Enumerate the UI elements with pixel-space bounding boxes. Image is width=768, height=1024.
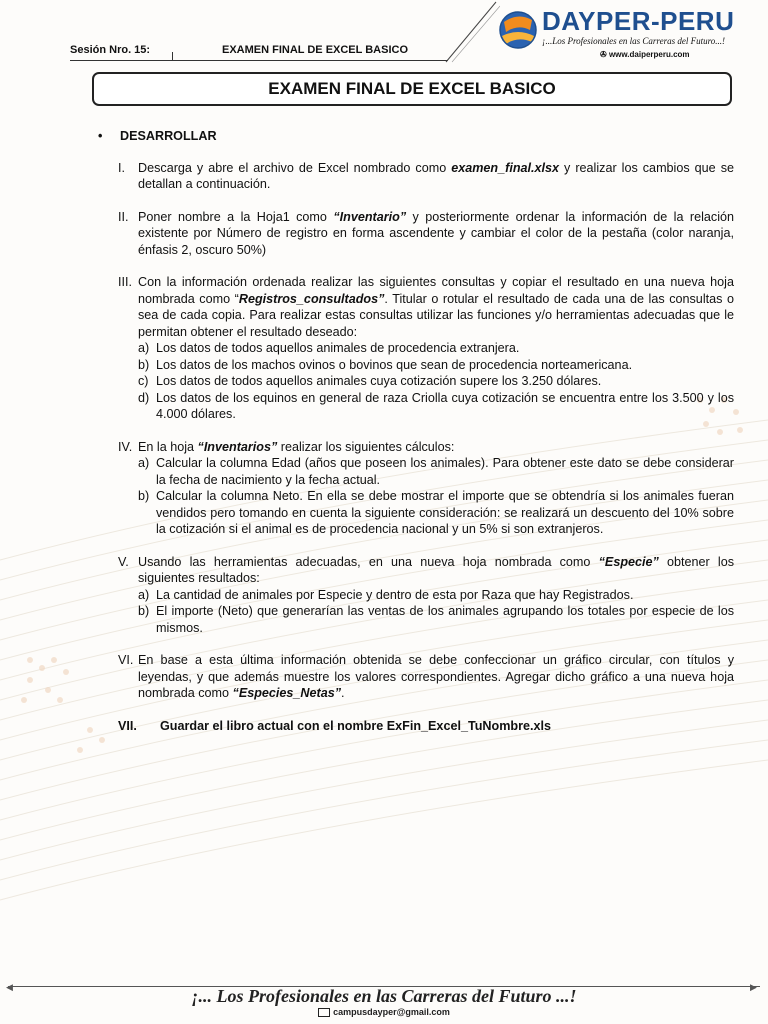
header-underline (70, 60, 448, 61)
section-1 (98, 160, 734, 193)
section-number: I. (118, 160, 125, 175)
session-label: Sesión Nro. 15: (70, 44, 151, 56)
file-name: examen_final.xlsx (451, 160, 560, 175)
globe-icon (496, 8, 540, 52)
list-item (138, 455, 734, 488)
section-text: Guardar el libro actual con el nombre ExFin_Excel_TuNombre.xls (160, 718, 551, 733)
list-text: Los datos de los equinos en general de raza Criolla cuya cotización se encuentra entre los 3.500 y los 4.000 dólares. (156, 390, 734, 421)
company-logo (496, 4, 758, 62)
list-text: Calcular la columna Edad (años que poseen los animales). Para obtener este dato se debe considerar la fecha de nacimiento y la fecha actual. (156, 456, 734, 487)
section-3 (98, 274, 734, 423)
list-item (138, 390, 734, 423)
list-item (138, 340, 734, 357)
section-text: Descarga y abre el archivo de Excel nombrado como (138, 160, 452, 175)
section-7 (98, 718, 734, 735)
intro-bullet (98, 128, 734, 145)
sheet-name: Registros_consultados” (238, 291, 385, 306)
logo-name: DAYPER-PERU (542, 6, 735, 36)
list-text: Los datos de los machos ovinos o bovinos que sean de procedencia norteamericana. (156, 357, 633, 372)
envelope-icon (318, 1008, 330, 1017)
list-text: Los datos de todos aquellos animales de procedencia extranjera. (156, 341, 520, 355)
section-number: III. (118, 275, 132, 289)
section-text: Con la información ordenada realizar las siguientes consultas y copiar el resultado en una nueva hoja nombrada como “ (138, 275, 734, 306)
list-item (138, 587, 734, 604)
section-text: Usando las herramientas adecuadas, en una nueva hoja nombrada como (138, 554, 599, 569)
list-letter: c) (138, 374, 149, 388)
list-letter: b) (138, 604, 150, 618)
section-text: y realizar los cambios que se detallan a continuación. (138, 160, 734, 191)
website-icon: ✇ (600, 50, 609, 59)
logo-website: ✇ www.daiperperu.com (600, 50, 690, 59)
sheet-name: “Especies_Netas” (232, 686, 342, 700)
list-item (138, 488, 734, 538)
section-number: IV. (118, 439, 133, 454)
list-text: Los datos de todos aquellos animales cuya cotización supere los 3.250 dólares. (156, 374, 602, 388)
section-number: VII. (118, 718, 137, 733)
section-text: realizar los siguientes cálculos: (277, 439, 455, 454)
list-item (138, 373, 734, 390)
section-text: . (341, 686, 345, 700)
list-letter: a) (138, 456, 150, 470)
intro-bullet-label: DESARROLLAR (120, 129, 217, 143)
section-number: VI. (118, 653, 134, 667)
exam-title: EXAMEN FINAL DE EXCEL BASICO (268, 79, 556, 98)
session-title: EXAMEN FINAL DE EXCEL BASICO (222, 44, 409, 56)
footer-slogan: ¡... Los Profesionales en las Carreras del Futuro ...! (191, 986, 577, 1006)
section-6 (98, 652, 734, 702)
list-letter: b) (138, 357, 150, 372)
list-letter: a) (138, 341, 150, 355)
section-text: En la hoja (138, 439, 198, 454)
header-slant-lines (440, 0, 500, 64)
section-text: Poner nombre a la Hoja1 como (138, 209, 334, 224)
section-text: obtener los siguientes resultados: (138, 554, 735, 585)
list-letter: d) (138, 390, 150, 405)
section-number: V. (118, 554, 129, 569)
section-text: . Titular o rotular el resultado de cada una de las consultas o sea de cada copia. Para realizar estas consultas utilizar las funciones y/o herramientas adecuadas que le permitan obtener el resultado deseado: (138, 291, 734, 339)
sheet-name: “Inventario” (333, 209, 407, 224)
section-2 (98, 209, 734, 259)
list-item (138, 603, 734, 636)
list-text: La cantidad de animales por Especie y dentro de esta por Raza que hay Registrados. (156, 587, 634, 602)
logo-slogan: ¡...Los Profesionales en las Carreras del Futuro...! (542, 36, 726, 46)
exam-title-box (92, 72, 732, 106)
footer-arrow-left-icon: ◀ (6, 982, 13, 992)
list-item (138, 357, 734, 374)
exam-content (98, 128, 734, 750)
footer-arrow-right-icon: ▶ (750, 982, 757, 992)
section-5 (98, 554, 734, 637)
list-letter: b) (138, 489, 150, 503)
section-4 (98, 439, 734, 538)
sheet-name: “Especie” (598, 554, 659, 569)
section-text: y posteriormente ordenar la información de la relación existente por Número de registro en forma ascendente y cambiar el color de la pestaña (color naranja, énfasis 2, oscuro 50%) (138, 209, 734, 257)
sheet-name: “Inventarios” (197, 439, 278, 454)
section-number: II. (118, 209, 129, 224)
section-text: En base a esta última información obtenida se debe confeccionar un gráfico circular, con títulos y leyendas, y que además muestre los valores correspondientes. Agregar dicho gráfico a una nueva hoja nombrada como (138, 653, 734, 700)
list-text: Calcular la columna Neto. En ella se debe mostrar el importe que se obtendría si los animales fueran vendidos pero tomando en cuenta la siguiente consideración: se realizará un descuento del 10% sobre la cotización si el animal es de procedencia nacional y un 5% si son extranjeros. (156, 489, 734, 536)
footer-email: campusdayper@gmail.com (0, 1007, 768, 1017)
list-letter: a) (138, 587, 150, 602)
bullet-icon: • (98, 129, 103, 143)
list-text: El importe (Neto) que generarían las ventas de los animales agrupando los totales por especie de los mismos. (156, 604, 734, 635)
